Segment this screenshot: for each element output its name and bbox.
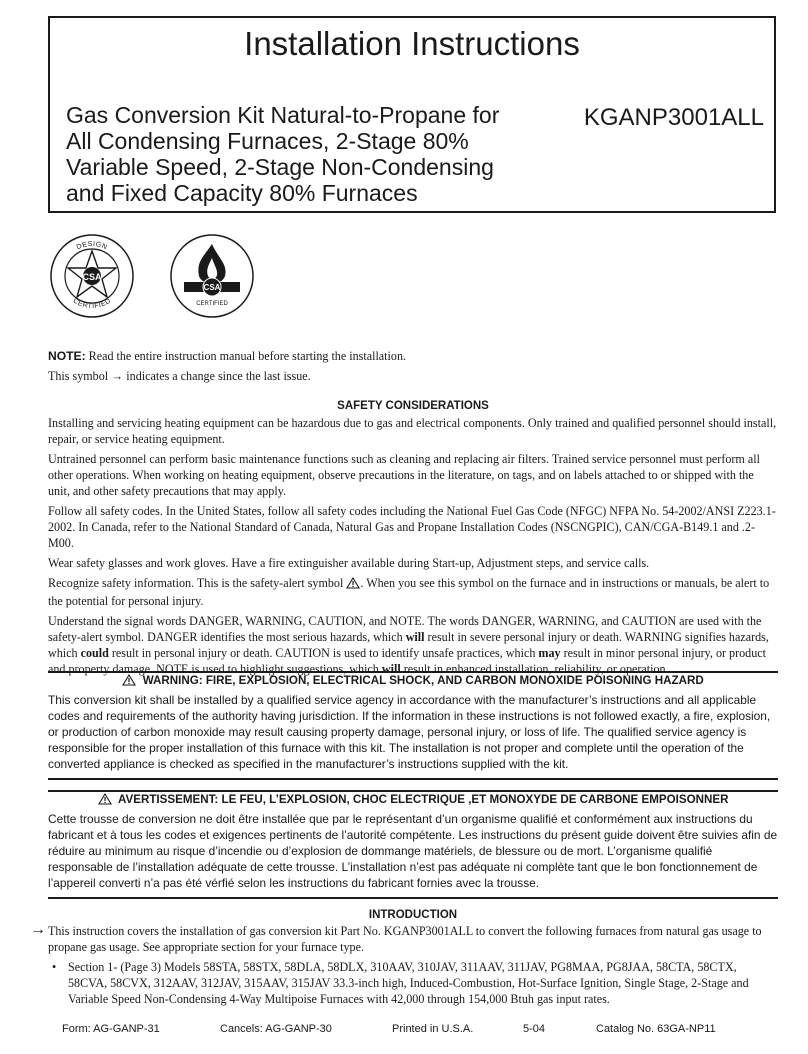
introduction-section — [48, 923, 778, 1007]
safety-paragraph: Untrained personnel can perform basic maintenance functions such as cleaning and replacing air filters. Trained service personnel must perform all other operations. When working on heating equipment, observe precautions in the literature, on tags, and on labels attached to or shipped with the unit, and other safety precautions that may apply. — [48, 452, 760, 498]
safety-heading: SAFETY CONSIDERATIONS — [337, 400, 489, 412]
gas-certified-logo — [166, 232, 258, 320]
symbol-line-text: indicates a change since the last issue. — [123, 369, 311, 383]
change-arrow-icon: → — [30, 921, 46, 938]
safety-text: result in personal injury or death. CAUTION is used to identify unsafe practices, which — [108, 646, 539, 660]
safety-text: result in enhanced installation, reliability, or operation. — [400, 662, 669, 676]
warning-body: Cette trousse de conversion ne doit être installée que par le représentant d’un organisme qualifié et conformément aux instructions du fabricant et à tous les codes et exigences pertinents de l’autorité compétente. Les instructions du présent guide doivent être suivies afin de réduire au minimum au risque d’incendie ou d’explosion de dommange matériels, de blessure ou de mort. L’organisme qualifié responsable de l’installation adéquate de cette trousse. L’installation n’est pas adéquate ni complète tant que le bon fonctionnement de l’appereil converti n’a pas été vérfié selon les instructions du fabricant fornies avec la trousse. — [48, 812, 778, 890]
note-block — [48, 348, 778, 384]
emphasis-word: could — [80, 646, 109, 660]
emphasis-word: may — [538, 646, 561, 660]
note-label: NOTE: — [48, 349, 86, 363]
emphasis-word: will — [381, 662, 401, 676]
warning-icon — [98, 793, 112, 809]
print-date: 5-04 — [523, 1023, 546, 1035]
safety-text: result in severe personal injury or death. WARNING signifies hazards, which — [48, 630, 769, 660]
form-number: Form: AG-GANP-31 — [62, 1023, 160, 1035]
list-item — [48, 959, 778, 1007]
svg-text:CERTIFIED — [72, 297, 113, 310]
csa-mark: CSA — [82, 272, 102, 282]
warning-title-text: AVERTISSEMENT: LE FEU, L’EXPLOSION, CHOC ELECTRIQUE ,ET MONOXYDE DE CARBONE EMPOISONNER — [118, 793, 729, 806]
change-arrow-icon: → — [111, 369, 124, 383]
subtitle-line: Gas Conversion Kit Natural-to-Propane for — [66, 102, 500, 128]
safety-alert-icon — [346, 577, 360, 593]
symbol-line-text: This symbol — [48, 369, 112, 383]
safety-text: Recognize safety information. This is the safety-alert symbol — [48, 576, 347, 590]
warning-title-text: WARNING: FIRE, EXPLOSION, ELECTRICAL SHOCK, AND CARBON MONOXIDE POISONING HAZARD — [142, 674, 704, 687]
logo-bottom-text: CERTIFIED — [196, 301, 228, 307]
safety-text: result in minor personal injury, or product and property damage. NOTE is used to highlight suggestions, which — [48, 646, 767, 676]
warning-box-french — [48, 790, 778, 899]
printed-in: Printed in U.S.A. — [392, 1023, 474, 1035]
subtitle-line: and Fixed Capacity 80% Furnaces — [66, 180, 418, 206]
emphasis-word: will — [405, 630, 425, 644]
safety-text: Understand the signal words DANGER, WARNING, CAUTION, and NOTE. The words DANGER, WARNING, and CAUTION are used with the safety-alert symbol. DANGER identifies the most serious hazards, which — [48, 614, 762, 644]
safety-paragraph: Wear safety glasses and work gloves. Have a fire extinguisher available during Start-up, Adjustment steps, and service calls. — [48, 556, 650, 570]
warning-title — [48, 790, 778, 809]
warning-box-english — [48, 671, 778, 780]
safety-paragraph — [48, 575, 778, 609]
safety-paragraph — [48, 613, 778, 677]
safety-text: . When you see this symbol on the furnace and in instructions or manuals, be alert to the potential for personal injury. — [48, 576, 770, 608]
logo-bottom-text: CERTIFIED — [71, 297, 113, 311]
kit-subtitle — [66, 102, 566, 206]
header-box — [48, 16, 776, 213]
model-number: KGANP3001ALL — [583, 104, 764, 131]
warning-divider — [48, 778, 778, 780]
safety-paragraph: Installing and servicing heating equipment can be hazardous due to gas and electrical components. Only trained and qualified personnel should install, repair, or service heating equipment. — [48, 416, 777, 446]
warning-icon — [122, 674, 136, 690]
logo-top-text: DESIGN — [75, 240, 109, 252]
design-certified-logo — [48, 232, 136, 320]
subtitle-line: All Condensing Furnaces, 2-Stage 80% — [66, 128, 469, 154]
intro-paragraph: This instruction covers the installation of gas conversion kit Part No. KGANP3001ALL to convert the following furnaces from natural gas usage to propane gas usage. See appropriate section for your furnace type. — [48, 924, 762, 954]
subtitle-line: Variable Speed, 2-Stage Non-Condensing — [66, 154, 494, 180]
warning-body: This conversion kit shall be installed by a qualified service agency in accordance with the manufacturer’s instructions and all applicable codes and requirements of the authority having jurisdiction. If the information in these instructions is not followed exactly, a fire, explosion, or production of carbon monoxide may result causing property damage, personal injury, or loss of life. The qualified service agency is responsible for the proper installation of this furnace with this kit. The installation is not proper and complete until the operation of the converted appliance is checked as specified in the manufacturer’s instructions supplied with the kit. — [48, 693, 771, 771]
bullet-icon: • — [52, 960, 57, 974]
catalog-number: Catalog No. 63GA-NP11 — [596, 1023, 716, 1035]
safety-section — [48, 415, 778, 681]
note-text: Read the entire instruction manual before starting the installation. — [85, 349, 407, 363]
cancels-number: Cancels: AG-GANP-30 — [220, 1023, 332, 1035]
warning-divider — [48, 897, 778, 899]
introduction-heading: INTRODUCTION — [368, 909, 458, 921]
document-title: Installation Instructions — [244, 25, 580, 62]
list-item-text: Section 1- (Page 3) Models 58STA, 58STX, 58DLA, 58DLX, 310AAV, 310JAV, 311AAV, 311JAV, PG8MAA, PG8JAA, 58CTA, 58CTX, 58CVA, 58CVX, 312AAV, 312JAV, 315AAV, 315JAV 33.3-inch high, Induced-Combustion, Hot-Surface Ignition, Single Stage, 2-Stage and Variable Speed Non-Condensing 4-Way Multipoise Furnaces with 42,000 through 154,000 Btuh gas input rates. — [68, 960, 749, 1006]
safety-paragraph: Follow all safety codes. In the United States, follow all safety codes including the National Fuel Gas Code (NFGC) NFPA No. 54-2002/ANSI Z223.1-2002. In Canada, refer to the National Standard of Canada, Natural Gas and Propane Installation Codes (NSCNGPIC), CAN/CGA-B149.1 and .2-M00. — [48, 504, 776, 550]
warning-title — [48, 671, 778, 690]
csa-mark: CSA — [203, 283, 221, 292]
